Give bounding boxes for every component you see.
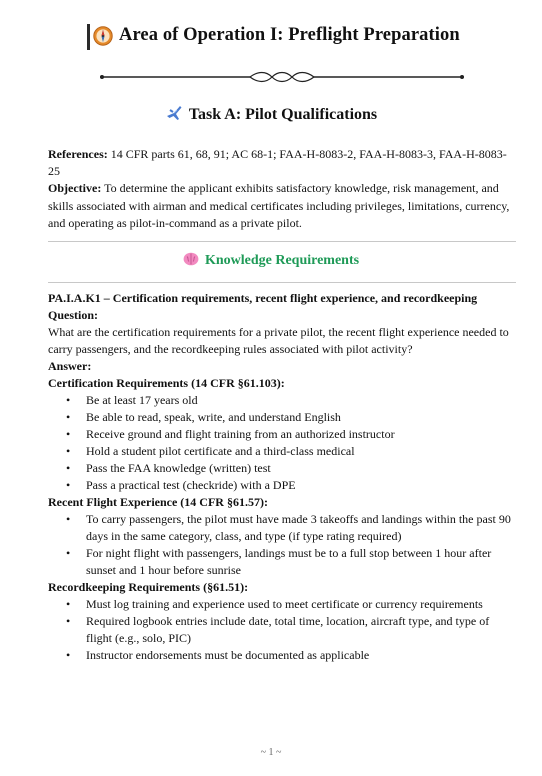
ornamental-divider	[100, 70, 464, 84]
brain-icon	[183, 252, 199, 266]
list-item: • Receive ground and flight training from an authorized instructor	[66, 427, 395, 441]
list-item: • To carry passengers, the pilot must have made 3 takeoffs and landings within the past 90 days in the same category, class, and type (if type rating required)	[66, 512, 511, 543]
knowledge-requirements-title: Knowledge Requirements	[204, 253, 360, 268]
certification-list	[48, 392, 518, 494]
section-heading-recordkeeping: Recordkeeping Requirements (§61.51):	[48, 580, 249, 594]
list-item: • Be at least 17 years old	[66, 393, 198, 407]
section-divider-top	[48, 241, 516, 242]
question-text: What are the certification requirements for a private pilot, the recent flight experience needed to carry passengers, and the recordkeeping rules associated with pilot activity?	[48, 325, 509, 356]
list-item: • Hold a student pilot certificate and a third-class medical	[66, 444, 355, 458]
airplane-icon	[165, 104, 183, 122]
list-item: • Must log training and experience used to meet certificate or currency requirements	[66, 597, 483, 611]
question-label: Question:	[48, 308, 99, 322]
list-item: • Required logbook entries include date, total time, location, aircraft type, and type of flight (e.g., solo, PIC)	[66, 614, 490, 645]
recent-experience-list	[48, 511, 518, 579]
element-heading: PA.I.A.K1 – Certification requirements, recent flight experience, and recordkeeping	[48, 291, 478, 305]
answer-label: Answer:	[48, 359, 92, 373]
objective-label: Objective:	[48, 181, 102, 195]
objective-text: To determine the applicant exhibits satisfactory knowledge, risk management, and skills associated with airman and medical certificates including privileges, limitations, currency, and operating as pilot-in-command as a private pilot.	[48, 181, 510, 230]
recordkeeping-list	[48, 596, 518, 664]
knowledge-element	[48, 290, 518, 664]
references-text: 14 CFR parts 61, 68, 91; AC 68-1; FAA-H-8083-2, FAA-H-8083-3, FAA-H-8083-25	[48, 147, 507, 178]
page-number: ~ 1 ~	[260, 747, 282, 758]
list-item: • Pass the FAA knowledge (written) test	[66, 461, 271, 475]
header	[0, 22, 542, 54]
title-accent-bar	[87, 24, 90, 50]
objective-paragraph	[48, 180, 518, 233]
page-title: Area of Operation I: Preflight Preparation	[119, 25, 460, 45]
list-item: • For night flight with passengers, landings must be to a full stop between 1 hour after sunset and 1 hour before sunrise	[66, 546, 492, 577]
section-divider-bottom	[48, 282, 516, 283]
section-heading-certification: Certification Requirements (14 CFR §61.103):	[48, 376, 285, 390]
compass-icon	[93, 26, 113, 46]
references-label: References:	[48, 147, 108, 161]
knowledge-requirements-heading	[0, 251, 542, 269]
list-item: • Pass a practical test (checkride) with a DPE	[66, 478, 296, 492]
list-item: • Be able to read, speak, write, and understand English	[66, 410, 341, 424]
references-paragraph	[48, 146, 518, 180]
section-heading-recent-experience: Recent Flight Experience (14 CFR §61.57):	[48, 495, 268, 509]
task-heading	[0, 104, 542, 124]
task-title: Task A: Pilot Qualifications	[188, 106, 378, 123]
list-item: • Instructor endorsements must be documented as applicable	[66, 648, 370, 662]
